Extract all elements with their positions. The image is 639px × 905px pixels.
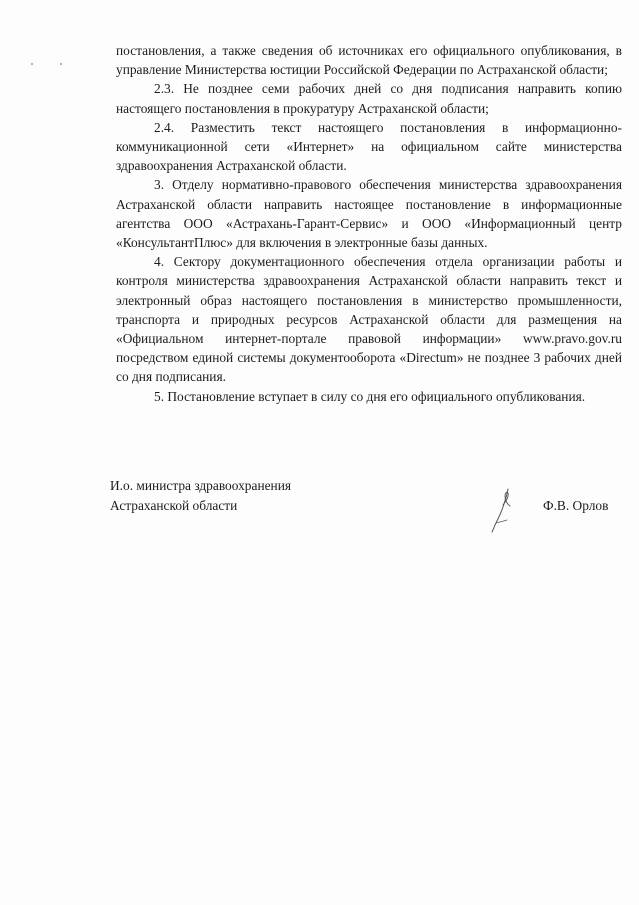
document-body	[116, 41, 622, 406]
paragraph-5: 5. Постановление вступает в силу со дня его официального опубликования.	[154, 388, 586, 404]
paragraph-2-4: 2.4. Разместить текст настоящего постановления в информационно-коммуникационной сети «Интернет» на официальном сайте министерства здравоохранения Астраханской области.	[116, 119, 622, 174]
signatory-title-line-2: Астраханской области	[110, 497, 238, 513]
scan-speck	[31, 63, 33, 65]
scan-speck	[60, 63, 62, 65]
signatory-title-line-1: И.о. министра здравоохранения	[110, 478, 292, 493]
signatory-name: Ф.В. Орлов	[543, 498, 609, 513]
paragraph-4: 4. Сектору документационного обеспечения отдела организации работы и контроля министерства здравоохранения Астраханской области направить текст и электронный образ настоящего постановления в министерство промышленности, транспорта и природных ресурсов Астраханской области для размещения на «Официальном интернет-портале правовой информации» www.pravo.gov.ru посредством единой системы документооборота «Directum» не позднее 3 рабочих дней со дня подписания.	[116, 254, 622, 385]
signatory-title	[110, 476, 291, 515]
handwritten-signature	[486, 485, 520, 535]
paragraph-3: 3. Отделу нормативно-правового обеспечения министерства здравоохранения Астраханской области направить настоящее постановление в информационные агентства ООО «Астрахань-Гарант-Сервис» и ООО «Информационный центр «КонсультантПлюс» для включения в электронные базы данных.	[116, 177, 622, 251]
paragraph-continuation: постановления, а также сведения об источниках его официального опубликования, в управление Министерства юстиции Российской Федерации по Астраханской области;	[116, 43, 622, 78]
paragraph-2-3: 2.3. Не позднее семи рабочих дней со дня подписания направить копию настоящего постановления в прокуратуру Астраханской области;	[116, 81, 622, 116]
